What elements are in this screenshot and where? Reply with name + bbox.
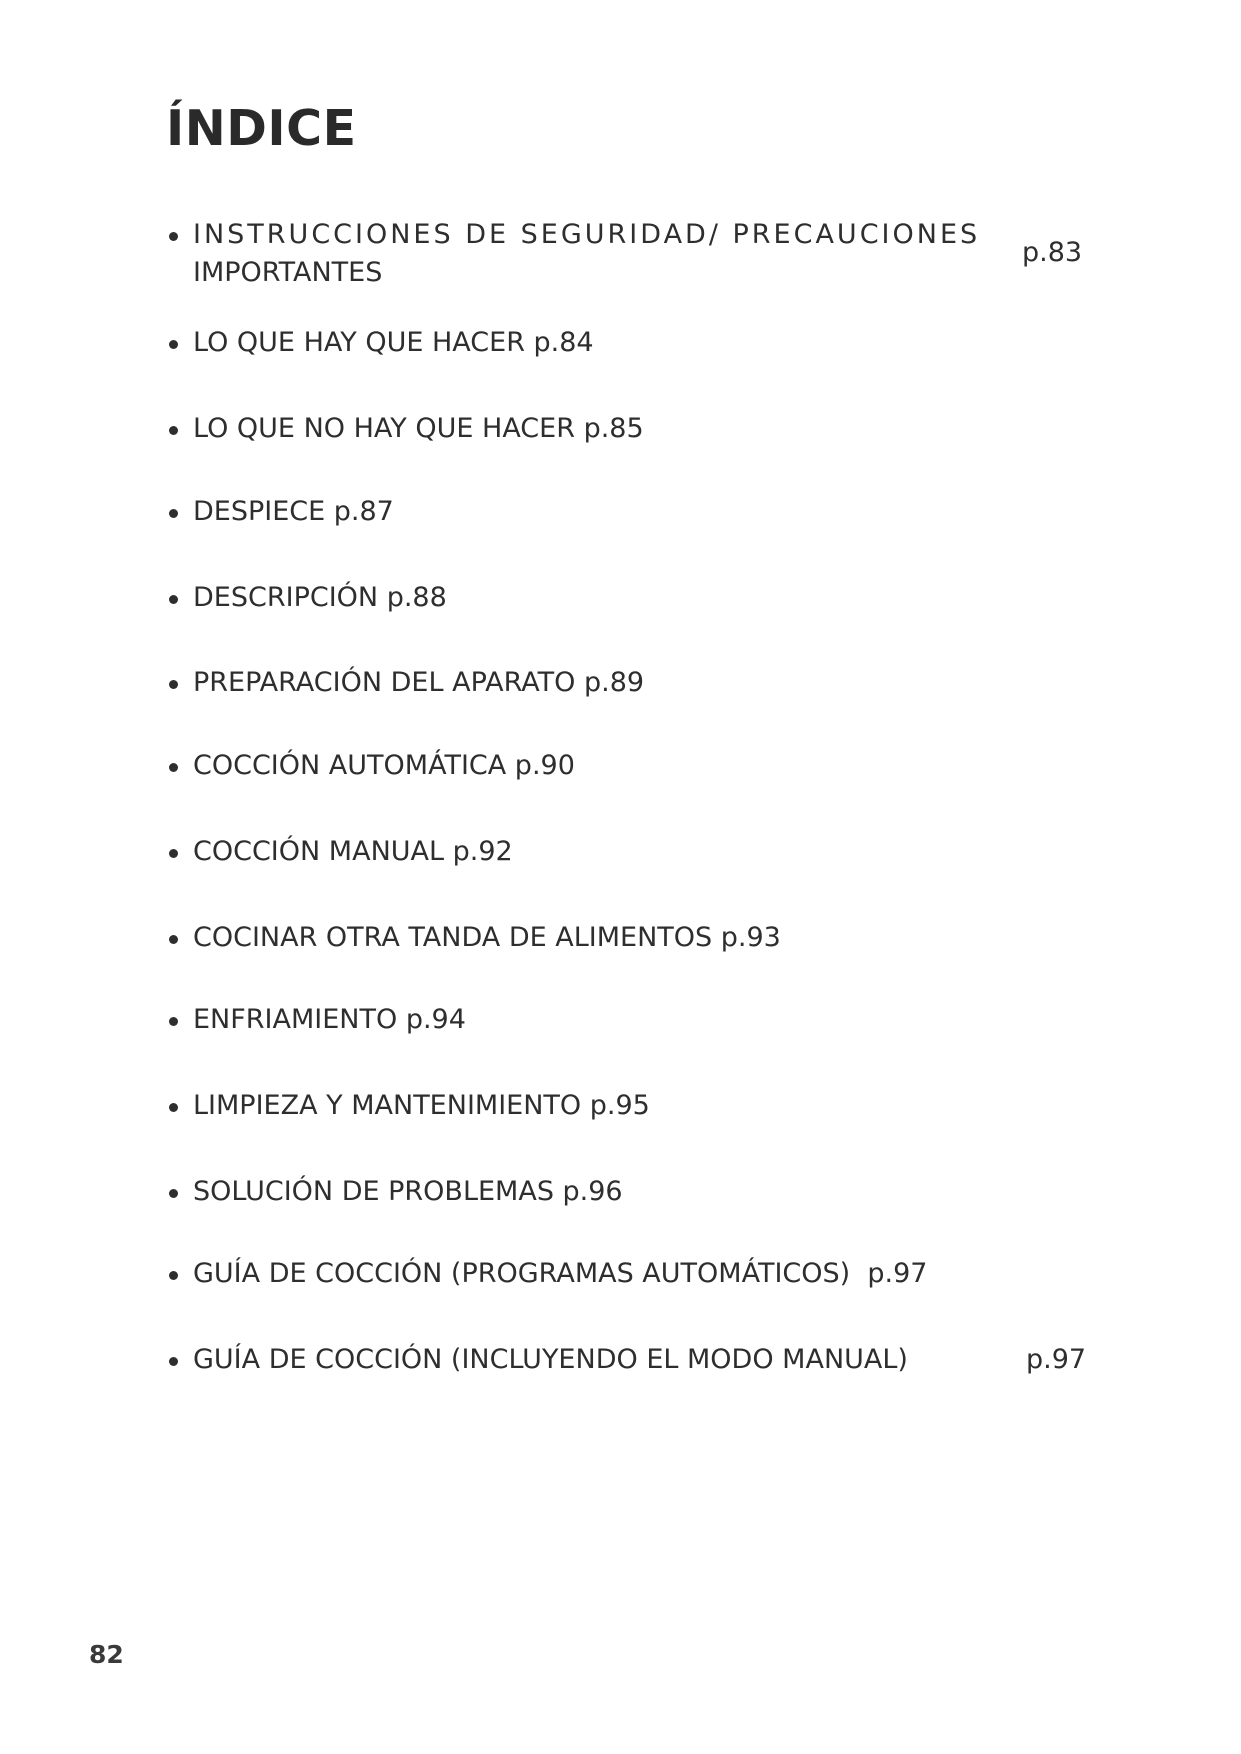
bullet-icon: [169, 763, 178, 772]
toc-item-page: p.83: [1022, 237, 1083, 268]
bullet-icon: [169, 1103, 178, 1112]
bullet-icon: [169, 935, 178, 944]
bullet-icon: [169, 426, 178, 435]
bullet-icon: [169, 232, 178, 241]
bullet-icon: [169, 1271, 178, 1280]
bullet-icon: [169, 595, 178, 604]
bullet-icon: [169, 1189, 178, 1198]
toc-item-label: LO QUE HAY QUE HACER p.84: [193, 327, 594, 358]
toc-item-label: GUÍA DE COCCIÓN (INCLUYENDO EL MODO MANUAL): [193, 1344, 908, 1375]
toc-item-label: LO QUE NO HAY QUE HACER p.85: [193, 413, 644, 444]
toc-item-label: COCCIÓN MANUAL p.92: [193, 836, 513, 867]
toc-item-label: ENFRIAMIENTO p.94: [193, 1004, 466, 1035]
page-title: ÍNDICE: [166, 100, 357, 157]
toc-item-label: PREPARACIÓN DEL APARATO p.89: [193, 667, 645, 698]
toc-item-label: LIMPIEZA Y MANTENIMIENTO p.95: [193, 1090, 650, 1121]
bullet-icon: [169, 1017, 178, 1026]
toc-item-label: COCCIÓN AUTOMÁTICA p.90: [193, 750, 575, 781]
toc-item-label: DESPIECE p.87: [193, 496, 394, 527]
toc-item-page: p.97: [1026, 1344, 1087, 1375]
toc-item-label-line2: IMPORTANTES: [193, 257, 383, 288]
page-number: 82: [89, 1640, 124, 1669]
bullet-icon: [169, 849, 178, 858]
toc-item-instrucciones-seguridad: [166, 216, 1096, 296]
toc-item-label: GUÍA DE COCCIÓN (PROGRAMAS AUTOMÁTICOS) p.97: [193, 1258, 928, 1289]
toc-item-label-line1: INSTRUCCIONES DE SEGURIDAD/ PRECAUCIONES: [193, 219, 981, 250]
bullet-icon: [169, 1357, 178, 1366]
toc-item-label: DESCRIPCIÓN p.88: [193, 582, 447, 613]
toc-item-label: SOLUCIÓN DE PROBLEMAS p.96: [193, 1176, 623, 1207]
toc-item-label: COCINAR OTRA TANDA DE ALIMENTOS p.93: [193, 922, 781, 953]
bullet-icon: [169, 680, 178, 689]
bullet-icon: [169, 509, 178, 518]
bullet-icon: [169, 340, 178, 349]
